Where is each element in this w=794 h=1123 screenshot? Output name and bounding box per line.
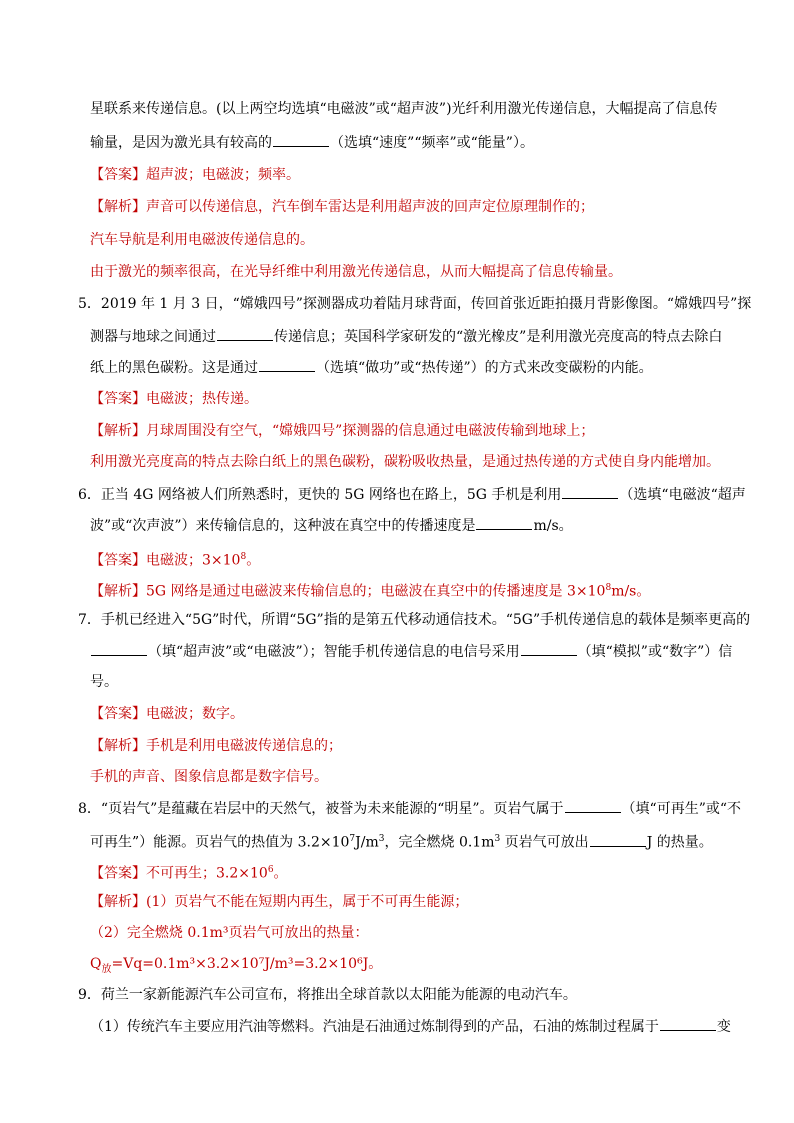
q4-analysis: 【解析】声音可以传递信息，汽车倒车雷达是利用超声波的回声定位原理制作的； bbox=[90, 199, 594, 215]
answer-blank[interactable] bbox=[91, 641, 147, 656]
q6-line1: 6．正当 4G 网络被人们所熟悉时，更快的 5G 网络也在路上，5G 手机是利用 （选填“电磁波“超声 bbox=[78, 484, 746, 505]
q5-answer: 【答案】电磁波；热传递。 bbox=[90, 391, 258, 407]
q7-line2: （填“超声波”或“电磁波”）；智能手机传递信息的电信号采用 （填“模拟”或“数字”）信 bbox=[90, 641, 732, 662]
q4-answer: 【答案】超声波；电磁波；频率。 bbox=[90, 167, 300, 183]
q5-line1: 5．2019 年 1 月 3 日，“嫦娥四号”探测器成功着陆月球背面，传回首张近距拍摄月背影像图。“嫦娥四号”探 bbox=[78, 296, 752, 312]
q5-line2: 测器与地球之间通过 传递信息；英国科学家研发的“激光橡皮”是利用激光亮度高的特点去除白 bbox=[90, 326, 722, 347]
q7-line1: 7．手机已经进入“5G”时代，所谓“5G”指的是第五代移动通信技术。“5G”手机传递信息的载体是频率更高的 bbox=[78, 612, 751, 628]
q6-line2: 波”或“次声波”）来传输信息的，这种波在真空中的传播速度是 m/s。 bbox=[90, 515, 573, 536]
q6-answer: 【答案】电磁波；$3\times 10^8$。 bbox=[90, 552, 261, 569]
q8-line2: 可再生”）能源。页岩气的热值为 $3.2\times 10^7J/m^3$，完全燃烧 $0.1m^3$ 页岩气可放出 J 的热量。 bbox=[90, 829, 713, 853]
q5-analysis: 【解析】月球周围没有空气，“嫦娥四号”探测器的信息通过电磁波传输到地球上； bbox=[90, 423, 595, 439]
q9-line1: 9．荷兰一家新能源汽车公司宣布，将推出全球首款以太阳能为能源的电动汽车。 bbox=[78, 987, 577, 1003]
q7-line3: 号。 bbox=[90, 674, 118, 690]
q7-analysis: 【解析】手机是利用电磁波传递信息的； bbox=[90, 738, 342, 754]
answer-blank[interactable] bbox=[259, 357, 315, 372]
q4-analysis-line3: 由于激光的频率很高，在光导纤维中利用激光传递信息，从而大幅提高了信息传输量。 bbox=[90, 264, 622, 280]
q4-line1: 星联系来传递信息。(以上两空均选填“电磁波”或“超声波”)光纤利用激光传递信息，大幅提高了信息传 bbox=[90, 101, 718, 117]
q4-analysis-line2: 汽车导航是利用电磁波传递信息的。 bbox=[90, 232, 314, 248]
q9-line2: （1）传统汽车主要应用汽油等燃料。汽油是石油通过炼制得到的产品，石油的炼制过程属于 变 bbox=[90, 1016, 731, 1037]
q5-line3: 纸上的黑色碳粉。这是通过 （选填“做功”或“热传递”）的方式来改变碳粉的内能。 bbox=[90, 357, 653, 378]
answer-blank[interactable] bbox=[590, 832, 646, 847]
q7-analysis-line2: 手机的声音、图象信息都是数字信号。 bbox=[90, 769, 328, 785]
q8-line1: 8．“页岩气”是蕴藏在岩层中的天然气，被誉为未来能源的“明星”。页岩气属于 （填“可再生”或“不 bbox=[78, 798, 741, 819]
q4-line2: 输量，是因为激光具有较高的 （选填“速度”“频率”或“能量”）。 bbox=[90, 132, 534, 153]
q6-analysis: 【解析】5G 网络是通过电磁波来传输信息的；电磁波在真空中的传播速度是 $3\times 10^8m/s$。 bbox=[90, 583, 651, 600]
q8-analysis: 【解析】(1）页岩气不能在短期内再生，属于不可再生能源； bbox=[90, 894, 469, 910]
q8-analysis-line2: （2）完全燃烧 0.1m³页岩气可放出的热量： bbox=[90, 925, 369, 941]
q7-answer: 【答案】电磁波；数字。 bbox=[90, 706, 244, 722]
answer-blank[interactable] bbox=[562, 484, 618, 499]
answer-blank[interactable] bbox=[476, 515, 532, 530]
answer-blank[interactable] bbox=[273, 132, 329, 147]
answer-blank[interactable] bbox=[565, 798, 621, 813]
answer-blank[interactable] bbox=[660, 1016, 716, 1031]
answer-blank[interactable] bbox=[521, 641, 577, 656]
answer-blank[interactable] bbox=[217, 326, 273, 341]
q5-analysis-line2: 利用激光亮度高的特点去除白纸上的黑色碳粉，碳粉吸收热量，是通过热传递的方式使自身内能增加。 bbox=[90, 454, 720, 470]
q8-answer: 【答案】不可再生；$3.2\times 10^6$。 bbox=[90, 865, 288, 882]
q8-formula: $Q_放=Vq=0.1m^3\times 3.2\times 10^7J/m^3=3.2\times 10^6J$。 bbox=[90, 956, 383, 975]
